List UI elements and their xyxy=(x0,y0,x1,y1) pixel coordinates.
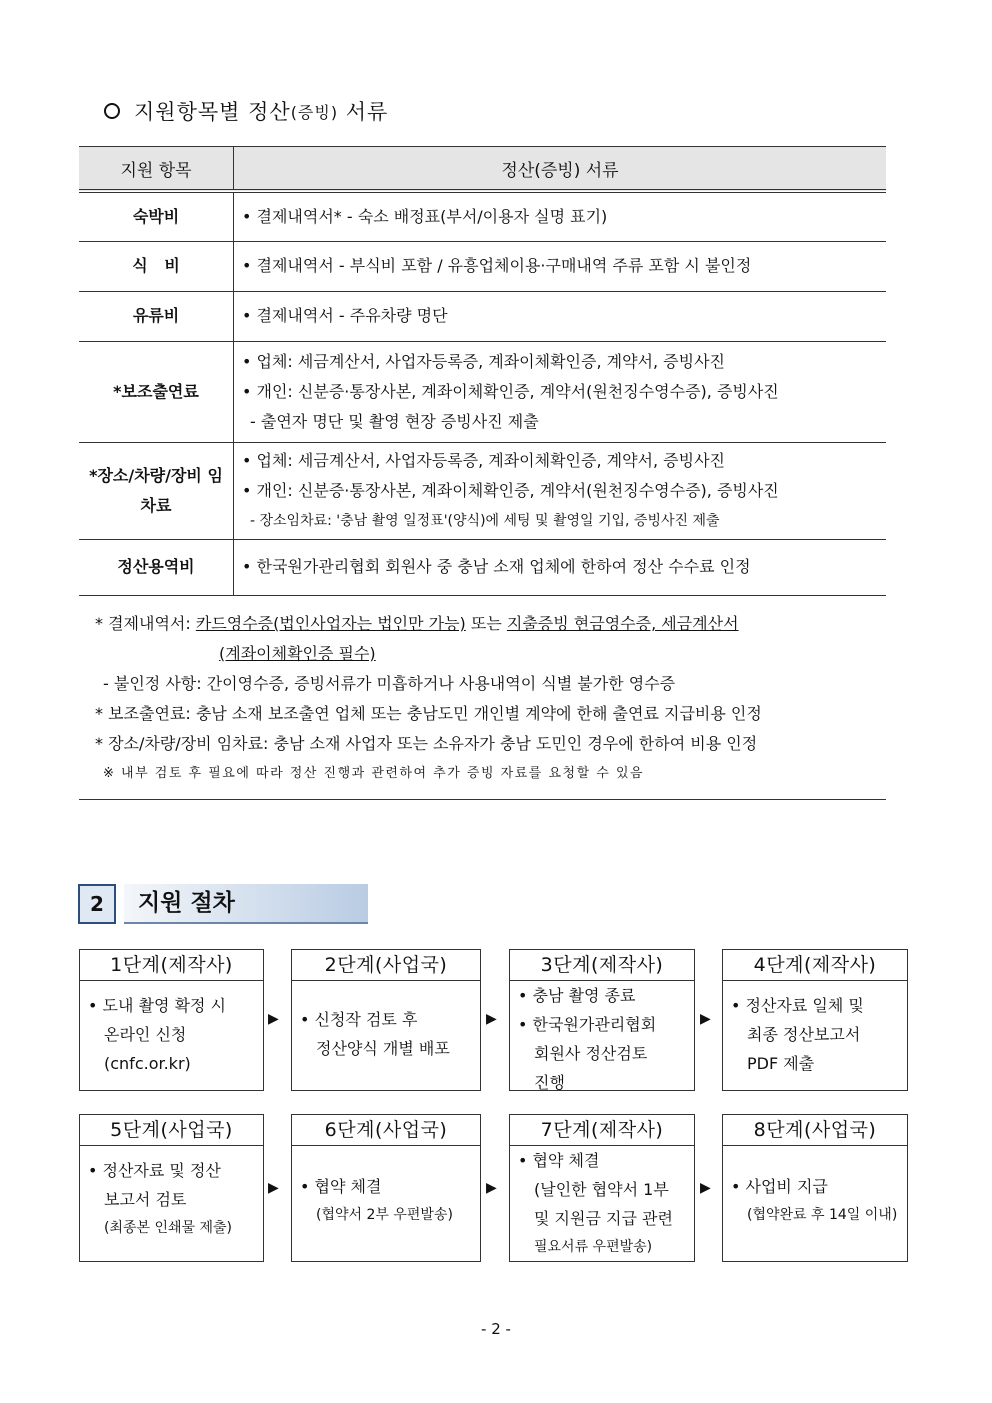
arrow-right-icon: ▶ xyxy=(486,1180,497,1196)
note-payment-card: 카드영수증(법인사업자는 법인만 가능) xyxy=(195,614,466,633)
doc-line: • 결제내역서 - 주유차량 명단 xyxy=(242,306,448,325)
note-payment-prefix: * 결제내역서: xyxy=(95,614,196,633)
step-line: (협약서 2부 우편발송) xyxy=(316,1207,453,1223)
row-item-service: 정산용역비 xyxy=(79,539,234,595)
row-docs-extras xyxy=(234,341,887,442)
row-item-extras: *보조출연료 xyxy=(79,341,234,442)
note-rejected: - 불인정 사항: 간이영수증, 증빙서류가 미흡하거나 사용내역이 식별 불가한 영수증 xyxy=(103,674,676,693)
notes-block xyxy=(79,609,886,800)
doc-line: • 한국원가관리협회 회원사 중 충남 소재 업체에 한하여 정산 수수료 인정 xyxy=(242,557,751,576)
step-body xyxy=(80,1146,263,1243)
procedure-heading xyxy=(78,884,368,924)
step-line: (cnfc.or.kr) xyxy=(104,1054,191,1073)
row-docs-fuel xyxy=(234,291,887,341)
step-line: 및 지원금 지급 관련 xyxy=(534,1209,673,1228)
row-docs-rental xyxy=(234,442,887,539)
note-review: ※ 내부 검토 후 필요에 따라 정산 진행과 관련하여 추가 증빙 자료를 요청할 수 있음 xyxy=(103,766,645,781)
step-head: 3단계(제작사) xyxy=(510,950,694,981)
note-payment-or: 또는 xyxy=(465,614,507,633)
page-number: - 2 - xyxy=(481,1320,511,1338)
step-line: • 신청작 검토 후 xyxy=(300,1010,418,1029)
note-payment-cont xyxy=(79,639,886,669)
section-title-tail: 서류 xyxy=(338,100,389,124)
doc-line: • 결제내역서* - 숙소 배정표(부서/이용자 실명 표기) xyxy=(242,206,608,226)
step-body xyxy=(510,981,694,1097)
arrow-right-icon: ▶ xyxy=(700,1011,711,1027)
step-box-2 xyxy=(291,949,481,1091)
settlement-documents-table xyxy=(79,146,886,596)
section-title-text: 지원항목별 정산 xyxy=(134,100,291,124)
table-header-row xyxy=(79,147,886,192)
step-line: • 정산자료 및 정산 xyxy=(88,1161,221,1180)
doc-line: • 개인: 신분증·통장사본, 계좌이체확인증, 계약서(원천징수영수증), 증빙사진 xyxy=(242,381,779,401)
step-body xyxy=(723,981,907,1078)
step-line: 보고서 검토 xyxy=(104,1190,187,1209)
arrow-right-icon: ▶ xyxy=(700,1180,711,1196)
step-head: 1단계(제작사) xyxy=(80,950,263,981)
header-docs: 정산(증빙) 서류 xyxy=(234,147,887,192)
step-line: 진행 xyxy=(534,1073,565,1092)
row-item-rental: *장소/차량/장비 임차료 xyxy=(79,442,234,539)
doc-line: - 출연자 명단 및 촬영 현장 증빙사진 제출 xyxy=(250,411,539,431)
arrow-right-icon: ▶ xyxy=(268,1011,279,1027)
step-line: (날인한 협약서 1부 xyxy=(534,1180,669,1199)
row-item-meals: 식 비 xyxy=(79,241,234,291)
doc-line: • 업체: 세금계산서, 사업자등록증, 계좌이체확인증, 계약서, 증빙사진 xyxy=(242,351,726,371)
step-line: 최종 정산보고서 xyxy=(747,1025,861,1044)
step-line: 온라인 신청 xyxy=(104,1025,187,1044)
procedure-title: 지원 절차 xyxy=(124,884,368,924)
table-row xyxy=(79,341,886,442)
step-body xyxy=(510,1146,694,1262)
doc-line: • 개인: 신분증·통장사본, 계좌이체확인증, 계약서(원천징수영수증), 증빙사진 xyxy=(242,480,779,500)
step-body xyxy=(80,981,263,1078)
note-payment-receipts: 지출증빙 현금영수증, 세금계산서 xyxy=(506,614,739,633)
step-line: (협약완료 후 14일 이내) xyxy=(747,1207,898,1223)
note-extras: * 보조출연료: 충남 소재 보조출연 업체 또는 충남도민 개인별 계약에 한해 출연료 지급비용 인정 xyxy=(95,704,762,723)
step-box-3 xyxy=(509,949,695,1091)
note-payment-transfer: (계좌이체확인증 필수) xyxy=(219,644,376,663)
table-row xyxy=(79,442,886,539)
step-box-5 xyxy=(79,1114,264,1262)
note-rental: * 장소/차량/장비 임차료: 충남 소재 사업자 또는 소유자가 충남 도민인 경우에 한하여 비용 인정 xyxy=(95,734,758,753)
step-line: • 협약 체결 xyxy=(518,1151,600,1170)
procedure-number: 2 xyxy=(78,884,116,924)
row-docs-meals xyxy=(234,241,887,291)
step-head: 7단계(제작사) xyxy=(510,1115,694,1146)
step-line: • 한국원가관리협회 xyxy=(518,1015,657,1034)
step-body xyxy=(292,1146,480,1230)
step-body xyxy=(292,981,480,1063)
arrow-right-icon: ▶ xyxy=(268,1180,279,1196)
step-head: 6단계(사업국) xyxy=(292,1115,480,1146)
step-line: • 충남 촬영 종료 xyxy=(518,986,636,1005)
step-line: 필요서류 우편발송) xyxy=(534,1239,653,1255)
step-line: PDF 제출 xyxy=(747,1054,815,1073)
step-line: (최종본 인쇄물 제출) xyxy=(104,1220,233,1236)
step-head: 2단계(사업국) xyxy=(292,950,480,981)
step-box-1 xyxy=(79,949,264,1091)
header-item: 지원 항목 xyxy=(79,147,234,192)
step-line: • 사업비 지급 xyxy=(731,1177,828,1196)
section-title-paren: (증빙) xyxy=(290,102,339,122)
step-box-7 xyxy=(509,1114,695,1262)
step-box-8 xyxy=(722,1114,908,1262)
doc-line: • 결제내역서 - 부식비 포함 / 유흥업체이용·구매내역 주류 포함 시 불인정 xyxy=(242,256,752,275)
step-line: 회원사 정산검토 xyxy=(534,1044,648,1063)
note-payment xyxy=(79,609,886,639)
table-row xyxy=(79,539,886,595)
row-docs-lodging xyxy=(234,191,887,241)
step-body xyxy=(723,1146,907,1230)
section-title xyxy=(104,96,388,126)
step-box-4 xyxy=(722,949,908,1091)
circle-bullet-icon xyxy=(104,103,120,119)
table-row xyxy=(79,191,886,241)
doc-line: - 장소임차료: '충남 촬영 일정표'(양식)에 세팅 및 촬영일 기입, 증빙사진 제출 xyxy=(250,512,720,529)
step-line: • 협약 체결 xyxy=(300,1177,382,1196)
row-docs-service xyxy=(234,539,887,595)
table-row xyxy=(79,291,886,341)
step-line: • 정산자료 일체 및 xyxy=(731,996,864,1015)
arrow-right-icon: ▶ xyxy=(486,1011,497,1027)
step-head: 4단계(제작사) xyxy=(723,950,907,981)
row-item-lodging: 숙박비 xyxy=(79,191,234,241)
step-head: 5단계(사업국) xyxy=(80,1115,263,1146)
step-line: • 도내 촬영 확정 시 xyxy=(88,996,226,1015)
step-line: 정산양식 개별 배포 xyxy=(316,1039,450,1058)
step-head: 8단계(사업국) xyxy=(723,1115,907,1146)
doc-line: • 업체: 세금계산서, 사업자등록증, 계좌이체확인증, 계약서, 증빙사진 xyxy=(242,450,726,470)
row-item-fuel: 유류비 xyxy=(79,291,234,341)
table-row xyxy=(79,241,886,291)
step-box-6 xyxy=(291,1114,481,1262)
